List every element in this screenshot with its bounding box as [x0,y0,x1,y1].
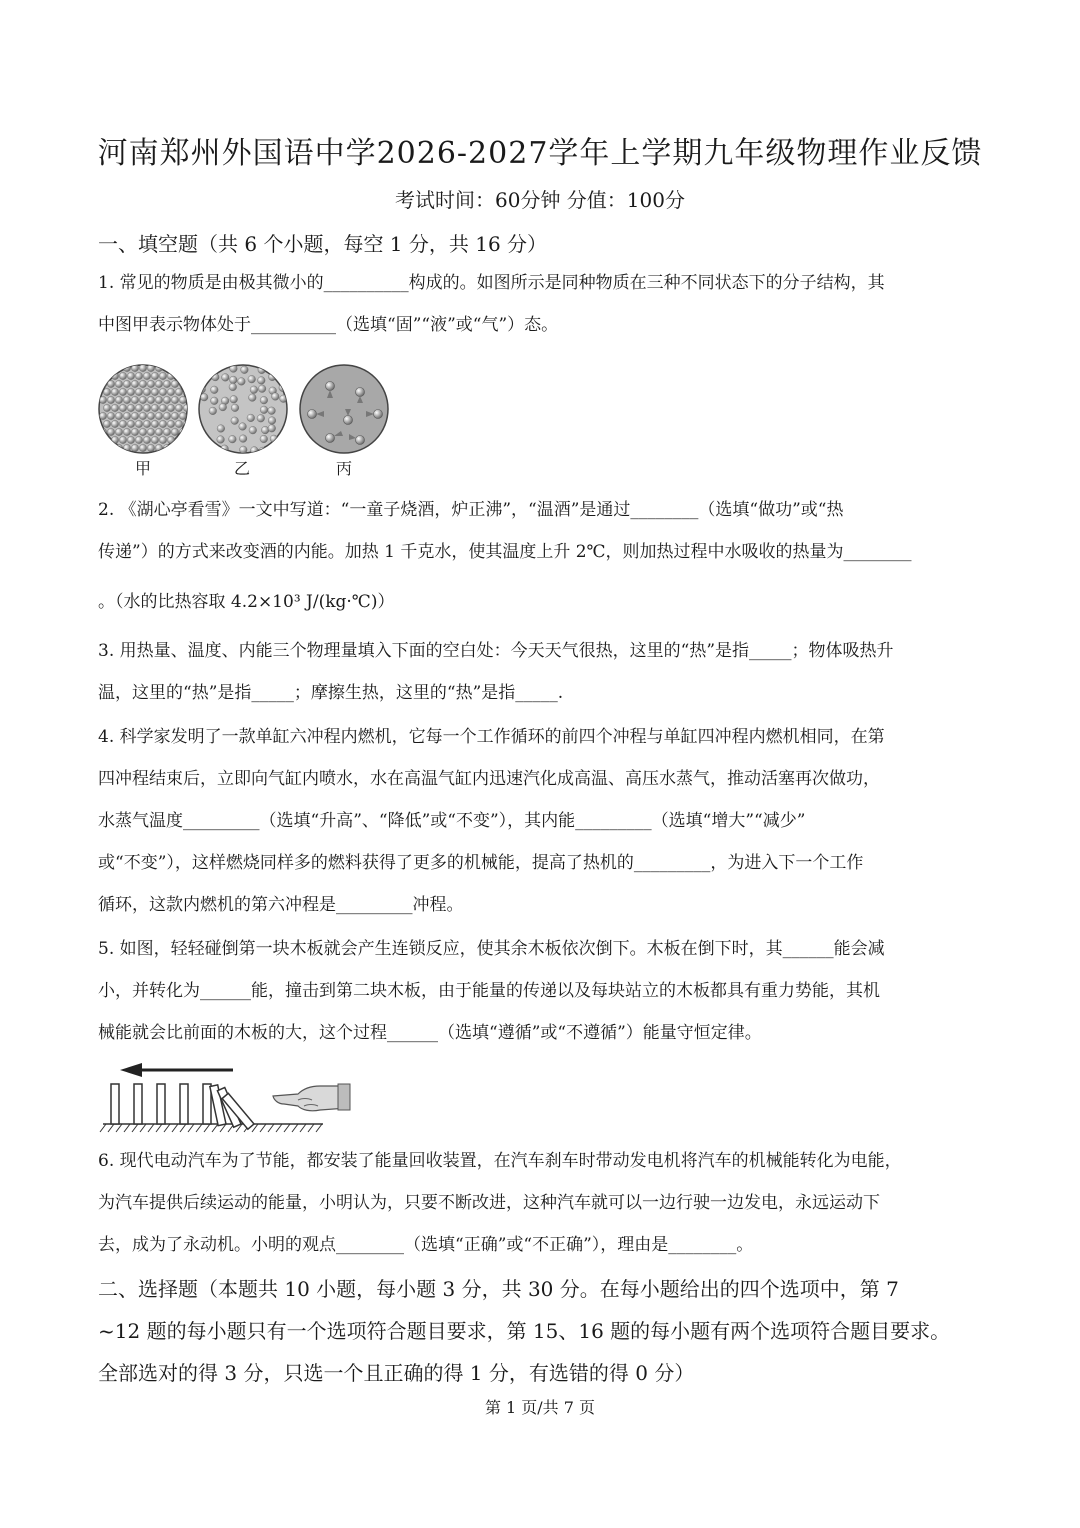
question-3 [98,630,988,714]
question-5-line-1: 5. 如图，轻轻碰倒第一块木板就会产生连锁反应，使其余木板依次倒下。木板在倒下时，其______能会减 [98,939,885,959]
solid-state-circle [99,364,191,453]
section-2-line-3: 全部选对的得 3 分，只选一个且正确的得 1 分，有选错的得 0 分） [98,1361,695,1385]
question-4-line-1: 4. 科学家发明了一款单缸六冲程内燃机，它每一个工作循环的前四个冲程与单缸四冲程内燃机相同，在第 [98,727,885,747]
question-5-line-2: 小，并转化为______能，撞击到第二块木板，由于能量的传递以及每块站立的木板都具有重力势能，其机 [98,981,880,1001]
question-6-line-1: 6. 现代电动汽车为了节能，都安装了能量回收装置，在汽车刹车时带动发电机将汽车的机械能转化为电能， [98,1151,902,1171]
exam-info: 考试时间：60分钟 分值：100分 [395,188,685,212]
dominoes [111,1084,254,1129]
gas-state-circle [300,365,388,453]
liquid-state-circle [197,363,289,455]
question-4-line-5: 循环，这款内燃机的第六冲程是_________冲程。 [98,895,464,915]
page-title: 河南郑州外国语中学2026-2027学年上学期九年级物理作业反馈 [97,136,983,171]
page-number: 第 1 页/共 7 页 [484,1398,596,1417]
question-4 [98,716,988,926]
pointing-hand-icon [273,1084,350,1111]
section-1-heading: 一、填空题（共 6 个小题，每空 1 分，共 16 分） [98,232,548,256]
label-jia: 甲 [135,459,152,478]
question-3-line-1: 3. 用热量、温度、内能三个物理量填入下面的空白处：今天天气很热，这里的“热”是指_____；物体吸热升 [98,641,894,661]
question-2-line-2: 传递”）的方式来改变酒的内能。加热 1 千克水，使其温度上升 2℃，则加热过程中水吸收的热量为________ [98,542,912,562]
molecule-structure-figure [98,362,398,457]
question-4-line-4: 或“不变”），这样燃烧同样多的燃料获得了更多的机械能，提高了热机的_________，为进入下一个工作 [98,853,864,873]
section-2-line-1: 二、选择题（本题共 10 小题，每小题 3 分，共 30 分。在每小题给出的四个选项中，第 7 [98,1277,899,1301]
question-5-line-3: 械能就会比前面的木板的大，这个过程______（选填“遵循”或“不遵循”）能量守恒定律。 [98,1023,762,1043]
question-6-line-3: 去，成为了永动机。小明的观点________（选填“正确”或“不正确”），理由是________。 [98,1235,754,1255]
label-bing: 丙 [336,459,353,478]
question-2 [98,489,988,623]
left-arrow-icon [120,1063,233,1077]
question-6 [98,1140,988,1266]
question-4-line-2: 四冲程结束后，立即向气缸内喷水，水在高温气缸内迅速汽化成高温、高压水蒸气，推动活塞再次做功， [98,769,880,789]
section-2-line-2: ~12 题的每小题只有一个选项符合题目要求，第 15、16 题的每小题有两个选项符合题目要求。 [98,1319,951,1343]
question-3-line-2: 温，这里的“热”是指_____；摩擦生热，这里的“热”是指_____. [98,683,564,703]
question-1-line-1: 1. 常见的物质是由极其微小的__________构成的。如图所示是同种物质在三种不同状态下的分子结构，其 [98,273,885,293]
section-2-heading [98,1268,998,1394]
domino-figure [98,1060,358,1135]
question-4-line-3: 水蒸气温度_________（选填“升高”、“降低”或“不变”），其内能_________（选填“增大”“减少” [98,811,806,831]
question-5 [98,928,988,1054]
question-1-line-2: 中图甲表示物体处于__________（选填“固”“液”或“气”）态。 [98,315,559,335]
question-2-line-1: 2. 《湖心亭看雪》一文中写道：“一童子烧酒，炉正沸”，“温酒”是通过________（选填“做功”或“热 [98,500,844,520]
question-6-line-2: 为汽车提供后续运动的能量，小明认为，只要不断改进，这种汽车就可以一边行驶一边发电，永远运动下 [98,1193,880,1213]
question-2-line-3: 。（水的比热容取 4.2×10³ J/(kg·℃)） [98,592,395,612]
label-yi: 乙 [234,459,251,478]
question-1 [98,262,988,346]
